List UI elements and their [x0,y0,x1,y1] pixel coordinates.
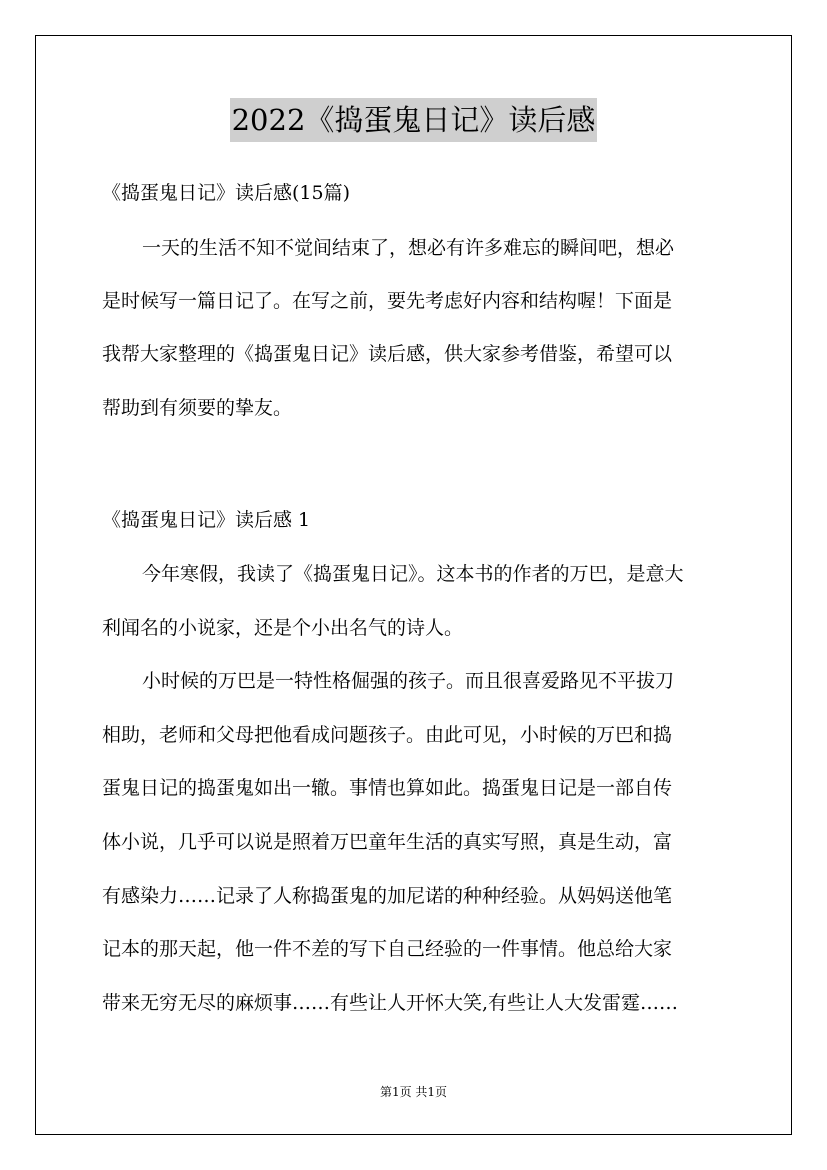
page-footer: 第1页 共1页 [379,1085,448,1099]
intro-line: 帮助到有须要的挚友。 [102,397,293,419]
paragraph-line: 利闻名的小说家，还是个小出名气的诗人。 [102,617,464,639]
document-title: 2022《捣蛋鬼日记》读后感 [230,98,598,142]
title-wrapper [0,98,827,142]
paragraph-line: 今年寒假，我读了《捣蛋鬼日记》。这本书的作者的万巴，是意大 [142,563,684,585]
paragraph-line: 小时候的万巴是一特性格倔强的孩子。而且很喜爱路见不平拔刀 [142,670,675,692]
paragraph-line: 相助，老师和父母把他看成问题孩子。由此可见，小时候的万巴和捣 [102,724,673,746]
paragraph-line: 体小说，几乎可以说是照着万巴童年生活的真实写照，真是生动，富 [102,831,673,853]
paragraph-line: 带来无穷无尽的麻烦事……有些让人开怀大笑,有些让人大发雷霆…… [102,992,679,1014]
section-heading: 《捣蛋鬼日记》读后感 1 [102,509,311,531]
paragraph-line: 蛋鬼日记的捣蛋鬼如出一辙。事情也算如此。捣蛋鬼日记是一部自传 [102,777,673,799]
intro-line: 一天的生活不知不觉间结束了，想必有许多难忘的瞬间吧，想必 [142,237,675,259]
document-subtitle: 《捣蛋鬼日记》读后感(15篇) [102,182,351,204]
intro-line: 是时候写一篇日记了。在写之前，要先考虑好内容和结构喔！下面是 [102,290,673,312]
intro-line: 我帮大家整理的《捣蛋鬼日记》读后感，供大家参考借鉴，希望可以 [102,343,673,365]
paragraph-line: 记本的那天起，他一件不差的写下自己经验的一件事情。他总给大家 [102,938,673,960]
paragraph-line: 有感染力……记录了人称捣蛋鬼的加尼诺的种种经验。从妈妈送他笔 [102,885,673,907]
